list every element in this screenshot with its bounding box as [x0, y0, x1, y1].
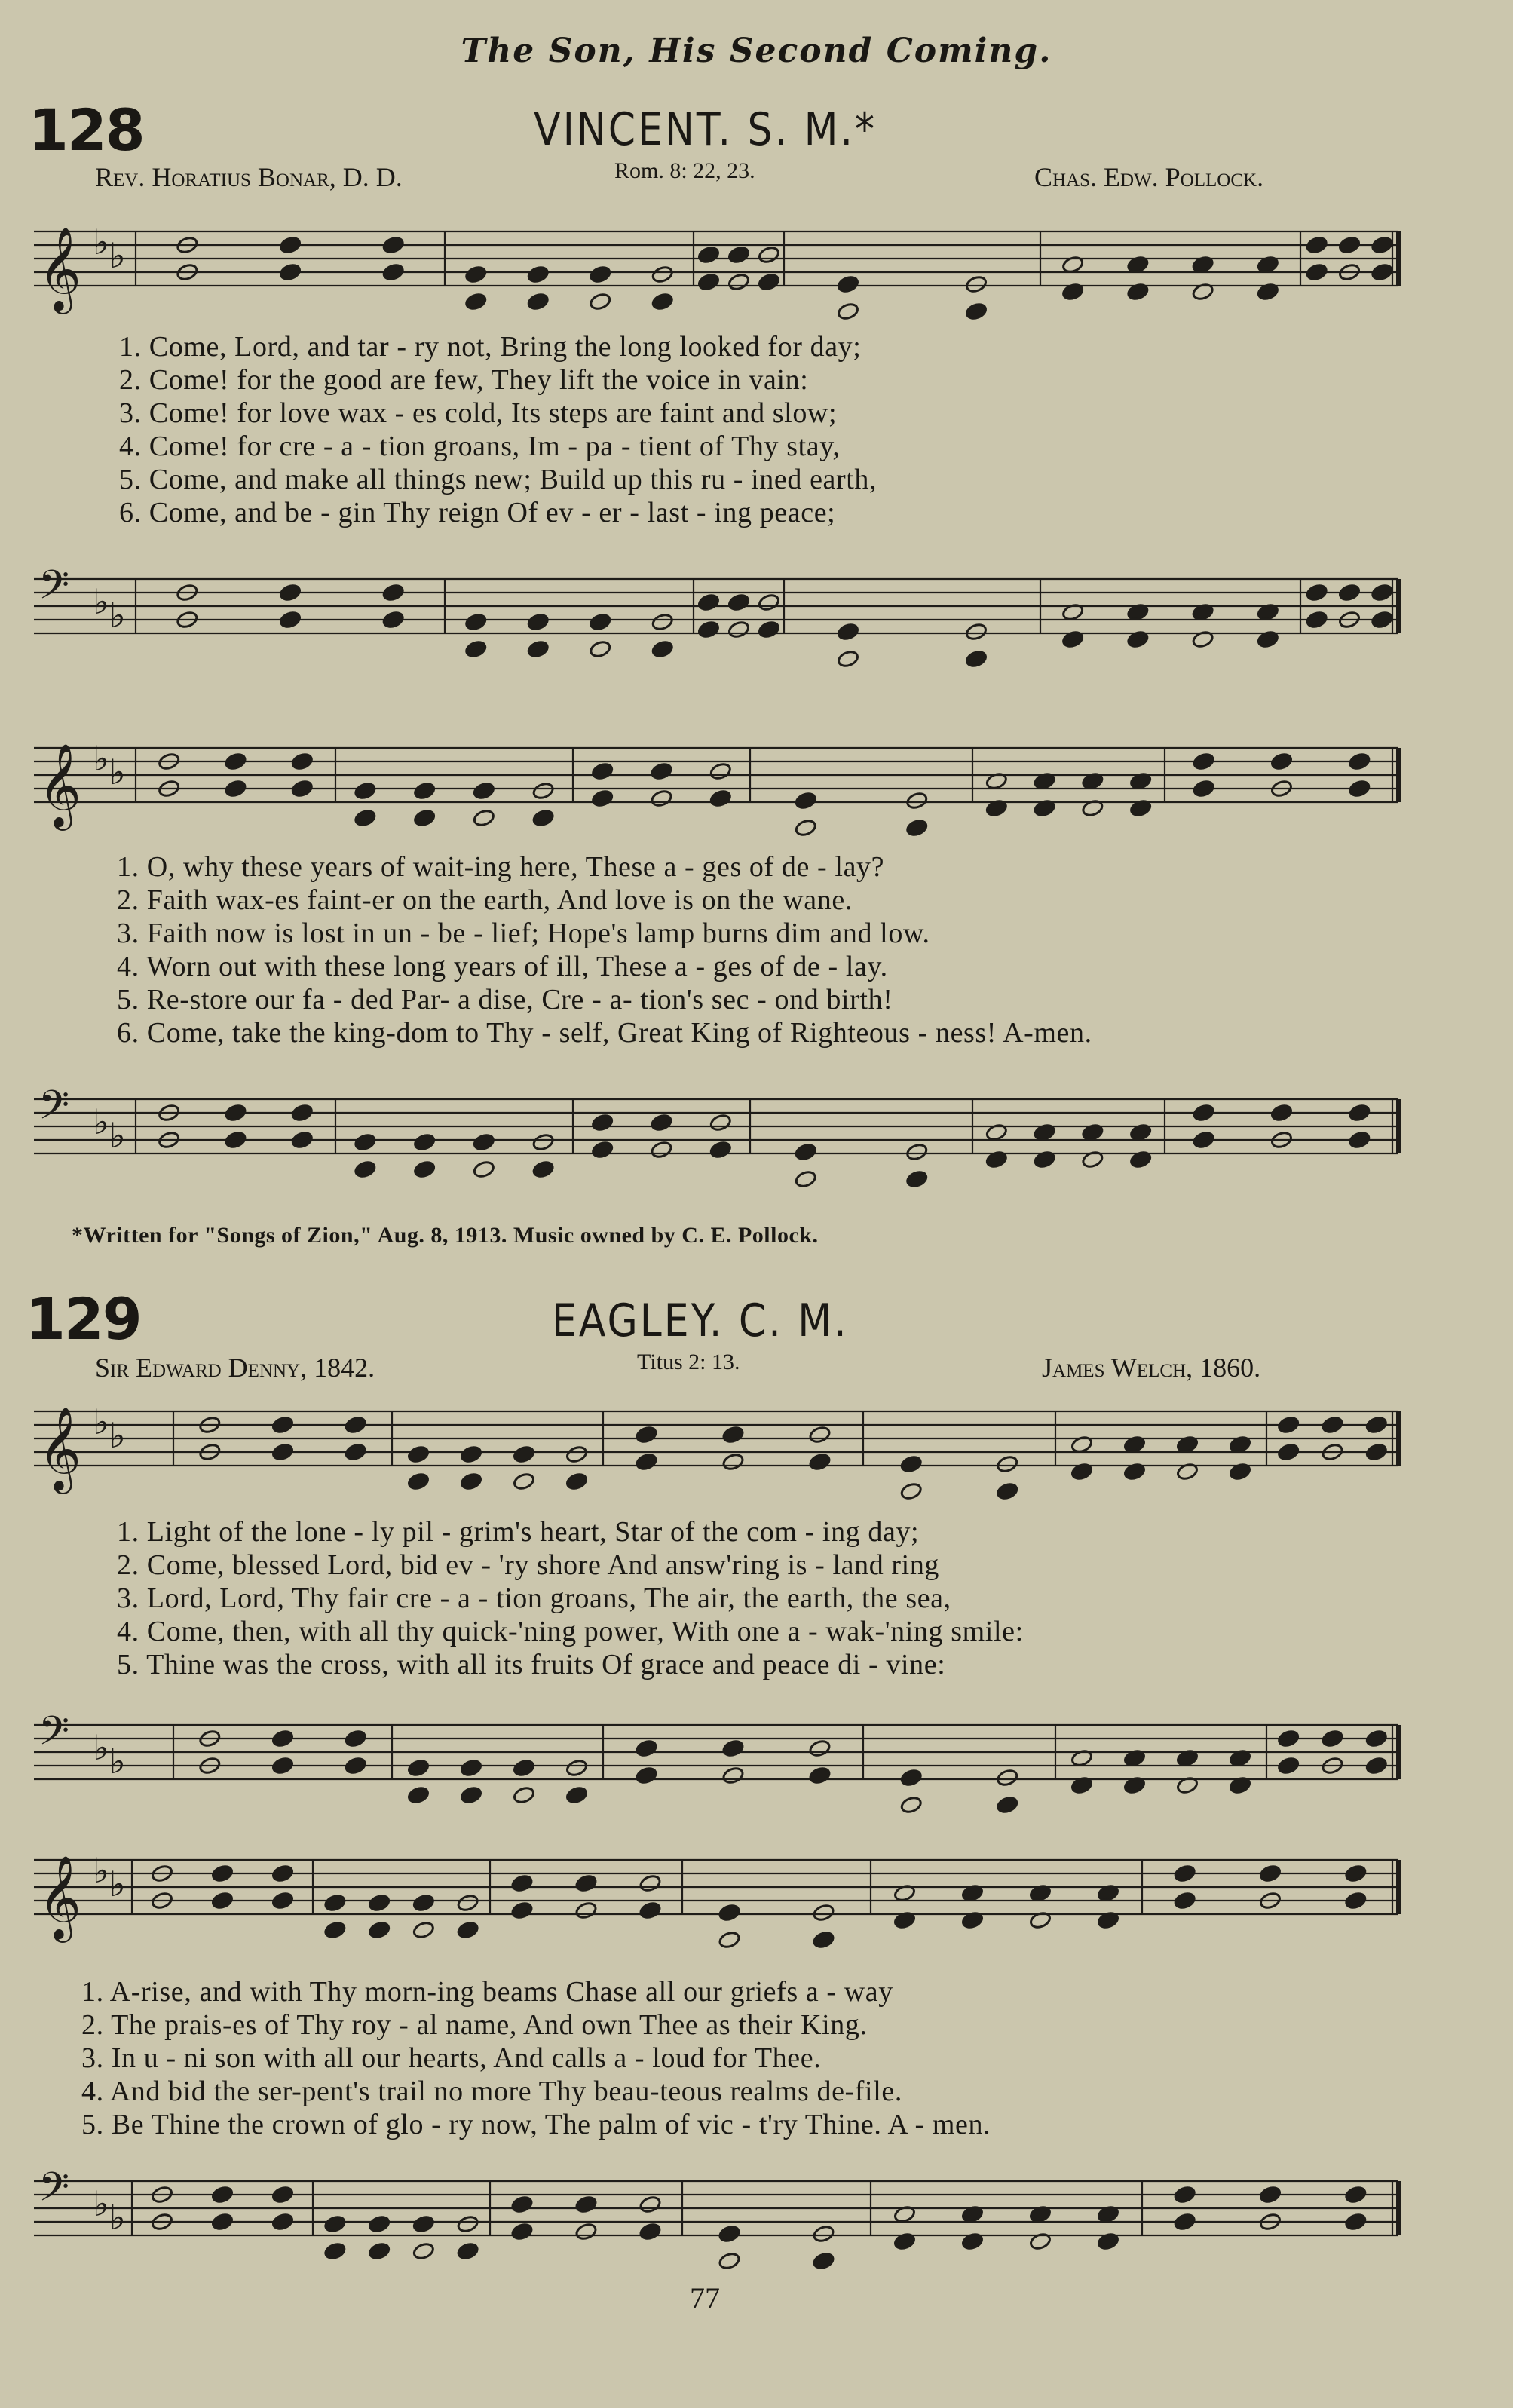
note-head [709, 761, 732, 781]
note-head [1371, 610, 1393, 630]
note-head [473, 781, 495, 801]
note-head [565, 1444, 588, 1464]
note-head [291, 779, 314, 798]
verse-line: 1. A-rise, and with Thy morn-ing beams Chase all our griefs a - way [81, 1976, 893, 2008]
note-head [513, 1758, 535, 1778]
note-head [709, 789, 732, 808]
note-head [1192, 1130, 1214, 1150]
note-head [650, 789, 672, 808]
note-head [635, 1452, 657, 1472]
note-head [709, 1113, 732, 1132]
hymn-number: 128 [29, 97, 144, 164]
verse-line: 2. Faith wax-es faint-er on the earth, And love is on the wane. [117, 884, 853, 916]
note-head [407, 1472, 430, 1491]
note-head [651, 612, 674, 632]
note-head [464, 265, 487, 284]
note-head [464, 639, 487, 659]
note-head [354, 808, 376, 828]
note-head [456, 1893, 479, 1913]
note-head [460, 1444, 482, 1464]
note-head [589, 265, 611, 284]
note-head [531, 781, 554, 801]
flat-icon: ♭ [93, 1850, 109, 1891]
verse-line: 6. Come, take the king-dom to Thy - self, Great King of Righteous - ness! A-men. [117, 1017, 1092, 1049]
note-head [412, 2241, 435, 2261]
note-head [574, 2195, 597, 2214]
bass-clef-icon: 𝄢 [38, 1708, 70, 1764]
page-number: 77 [690, 2281, 720, 2315]
verse-line: 3. In u - ni son with all our hearts, And calls a - loud for Thee. [81, 2042, 822, 2074]
note-head [565, 1785, 588, 1805]
note-head [1338, 583, 1361, 602]
note-head [721, 1739, 744, 1758]
flat-icon: ♭ [93, 1402, 109, 1442]
note-head [1277, 1442, 1300, 1462]
note-head [1192, 779, 1214, 798]
note-head [905, 818, 928, 838]
flat-icon: ♭ [93, 738, 109, 779]
note-head [1305, 610, 1328, 630]
note-head [1344, 2185, 1367, 2204]
author-credit: Sir Edward Denny, 1842. [95, 1353, 375, 1383]
note-head [758, 620, 780, 639]
note-head [271, 2212, 294, 2232]
note-head [1344, 1891, 1367, 1910]
note-head [456, 2241, 479, 2261]
note-head [527, 265, 550, 284]
note-head [1259, 1864, 1282, 1883]
note-head [460, 1758, 482, 1778]
note-head [513, 1444, 535, 1464]
note-head [456, 2214, 479, 2234]
composer-credit: James Welch, 1860. [1042, 1353, 1261, 1383]
verse-line: 5. Come, and make all things new; Build up this ru - ined earth, [119, 464, 877, 495]
note-head [473, 808, 495, 828]
scripture-reference: Titus 2: 13. [637, 1350, 740, 1374]
note-head [513, 1785, 535, 1805]
note-head [639, 2195, 661, 2214]
note-head [651, 639, 674, 659]
note-head [531, 1160, 554, 1179]
note-head [837, 274, 859, 294]
hymn-number: 129 [26, 1285, 141, 1353]
note-head [1270, 752, 1293, 771]
author-credit: Rev. Horatius Bonar, D. D. [95, 162, 403, 192]
note-head [721, 1452, 744, 1472]
staff-treble-129-2 [0, 1843, 1513, 1964]
note-head [795, 1142, 817, 1162]
note-head [224, 752, 247, 771]
note-head [1321, 1415, 1343, 1435]
flat-icon: ♭ [109, 1415, 126, 1456]
note-head [1348, 1103, 1371, 1123]
note-head [1173, 2212, 1196, 2232]
note-head [635, 1766, 657, 1785]
note-head [996, 1768, 1018, 1788]
note-head [808, 1739, 831, 1758]
treble-clef-icon: 𝄞 [38, 226, 81, 311]
note-head [727, 620, 750, 639]
flat-icon: ♭ [93, 222, 109, 262]
note-head [837, 649, 859, 669]
note-head [460, 1472, 482, 1491]
note-head [591, 1140, 614, 1160]
note-head [510, 2195, 533, 2214]
note-head [271, 1442, 294, 1462]
note-head [291, 1130, 314, 1150]
note-head [323, 2214, 346, 2234]
note-head [635, 1425, 657, 1444]
treble-clef-icon: 𝄞 [38, 1855, 81, 1939]
note-head [271, 1415, 294, 1435]
note-head [758, 593, 780, 612]
note-head [812, 1930, 835, 1950]
flat-icon: ♭ [109, 1864, 126, 1904]
note-head [965, 649, 988, 669]
flat-icon: ♭ [93, 2183, 109, 2224]
note-head [413, 1160, 436, 1179]
note-head [837, 302, 859, 321]
verse-line: 5. Be Thine the crown of glo - ry now, The palm of vic - t'ry Thine. A - men. [81, 2109, 991, 2140]
note-head [344, 1415, 366, 1435]
note-head [407, 1785, 430, 1805]
verse-line: 5. Re-store our fa - ded Par- a dise, Cre - a- tion's sec - ond birth! [117, 984, 893, 1016]
note-head [591, 1113, 614, 1132]
staff-treble-128-1 [0, 215, 1513, 335]
note-head [591, 761, 614, 781]
note-head [721, 1766, 744, 1785]
note-head [412, 2214, 435, 2234]
note-head [697, 620, 720, 639]
note-head [460, 1785, 482, 1805]
note-head [279, 583, 302, 602]
note-head [413, 808, 436, 828]
verse-line: 5. Thine was the cross, with all its fruits Of grace and peace di - vine: [117, 1649, 946, 1680]
note-head [271, 2185, 294, 2204]
note-head [413, 1132, 436, 1152]
flat-icon: ♭ [93, 1727, 109, 1768]
note-head [323, 1893, 346, 1913]
note-head [727, 593, 750, 612]
note-head [1259, 2185, 1282, 2204]
note-head [905, 1169, 928, 1189]
note-head [589, 612, 611, 632]
note-head [1277, 1729, 1300, 1748]
note-head [697, 593, 720, 612]
note-head [1192, 752, 1214, 771]
flat-icon: ♭ [93, 581, 109, 622]
note-head [344, 1729, 366, 1748]
treble-clef-icon: 𝄞 [38, 743, 81, 827]
note-head [291, 752, 314, 771]
note-head [211, 1891, 234, 1910]
note-head [456, 1920, 479, 1940]
note-head [795, 818, 817, 838]
note-head [279, 235, 302, 255]
flat-icon: ♭ [109, 1741, 126, 1781]
note-head [795, 791, 817, 810]
flat-icon: ♭ [109, 1115, 126, 1156]
note-head [224, 779, 247, 798]
note-head [1277, 1415, 1300, 1435]
staff-bass-129-2 [0, 2152, 1513, 2296]
verse-line: 4. Worn out with these long years of ill, These a - ges of de - lay. [117, 951, 888, 982]
note-head [368, 2214, 391, 2234]
note-head [900, 1481, 923, 1501]
note-head [381, 235, 404, 255]
note-head [1192, 1103, 1214, 1123]
note-head [381, 583, 404, 602]
note-head [531, 1132, 554, 1152]
note-head [473, 1160, 495, 1179]
note-head [1348, 752, 1371, 771]
note-head [1348, 779, 1371, 798]
note-head [808, 1766, 831, 1785]
note-head [812, 1903, 835, 1922]
note-head [510, 1901, 533, 1920]
note-head [413, 781, 436, 801]
note-head [1371, 583, 1393, 602]
note-head [996, 1795, 1018, 1815]
note-head [1277, 1756, 1300, 1775]
verse-line: 4. Come, then, with all thy quick-'ning power, With one a - wak-'ning smile: [117, 1616, 1024, 1647]
note-head [1173, 1864, 1196, 1883]
note-head [464, 612, 487, 632]
note-head [527, 639, 550, 659]
note-head [464, 292, 487, 311]
note-head [650, 1113, 672, 1132]
note-head [808, 1425, 831, 1444]
verse-line: 3. Lord, Lord, Thy fair cre - a - tion groans, The air, the earth, the sea, [117, 1582, 951, 1614]
note-head [1173, 1891, 1196, 1910]
note-head [900, 1768, 923, 1788]
note-head [271, 1891, 294, 1910]
note-head [1321, 1729, 1343, 1748]
section-title: The Son, His Second Coming. [461, 32, 1052, 70]
note-head [651, 292, 674, 311]
note-head [1344, 1864, 1367, 1883]
note-head [368, 2241, 391, 2261]
note-head [727, 245, 750, 265]
note-head [709, 1140, 732, 1160]
note-head [354, 1160, 376, 1179]
note-head [900, 1454, 923, 1474]
flat-icon: ♭ [109, 595, 126, 636]
note-head [381, 610, 404, 630]
verse-line: 2. Come! for the good are few, They lift the voice in vain: [119, 364, 809, 396]
note-head [1305, 235, 1328, 255]
verse-line: 2. The prais-es of Thy roy - al name, And own Thee as their King. [81, 2009, 868, 2041]
note-head [344, 1442, 366, 1462]
note-head [900, 1795, 923, 1815]
tune-title: VINCENT. S. M.* [534, 104, 877, 156]
note-head [1270, 1103, 1293, 1123]
note-head [718, 1930, 740, 1950]
verse-line: 6. Come, and be - gin Thy reign Of ev - er - last - ing peace; [119, 497, 836, 528]
note-head [224, 1103, 247, 1123]
note-head [758, 272, 780, 292]
note-head [1365, 1756, 1388, 1775]
note-head [354, 1132, 376, 1152]
note-head [965, 302, 988, 321]
note-head [412, 1920, 435, 1940]
note-head [1305, 583, 1328, 602]
staff-bass-128-2 [0, 1071, 1513, 1214]
note-head [650, 761, 672, 781]
staff-treble-128-2 [0, 731, 1513, 852]
verse-line: 4. And bid the ser-pent's trail no more Thy beau-teous realms de-file. [81, 2076, 902, 2107]
bass-clef-icon: 𝄢 [38, 1083, 70, 1138]
note-head [697, 272, 720, 292]
note-head [808, 1452, 831, 1472]
note-head [323, 2241, 346, 2261]
note-head [407, 1758, 430, 1778]
note-head [639, 1873, 661, 1893]
flat-icon: ♭ [109, 2197, 126, 2238]
note-head [473, 1132, 495, 1152]
note-head [271, 1756, 294, 1775]
verse-line: 4. Come! for cre - a - tion groans, Im - pa - tient of Thy stay, [119, 430, 841, 462]
staff-bass-129-1 [0, 1696, 1513, 1832]
note-head [381, 262, 404, 282]
verse-line: 3. Come! for love wax - es cold, Its steps are faint and slow; [119, 397, 838, 429]
note-head [651, 265, 674, 284]
note-head [697, 245, 720, 265]
note-head [905, 1142, 928, 1162]
note-head [1305, 262, 1328, 282]
note-head [965, 622, 988, 642]
note-head [513, 1472, 535, 1491]
note-head [368, 1893, 391, 1913]
note-head [721, 1425, 744, 1444]
note-head [344, 1756, 366, 1775]
note-head [718, 1903, 740, 1922]
note-head [271, 1864, 294, 1883]
bass-clef-icon: 𝄢 [38, 2164, 70, 2220]
bass-clef-icon: 𝄢 [38, 562, 70, 618]
note-head [574, 1873, 597, 1893]
note-head [271, 1729, 294, 1748]
note-head [407, 1444, 430, 1464]
note-head [510, 1873, 533, 1893]
note-head [727, 272, 750, 292]
note-head [279, 610, 302, 630]
note-head [1173, 2185, 1196, 2204]
note-head [812, 2251, 835, 2271]
flat-icon: ♭ [109, 752, 126, 792]
note-head [639, 1901, 661, 1920]
note-head [1348, 1130, 1371, 1150]
note-head [291, 1103, 314, 1123]
verse-line: 1. Come, Lord, and tar - ry not, Bring the long looked for day; [119, 331, 862, 363]
note-head [224, 1130, 247, 1150]
note-head [211, 1864, 234, 1883]
staff-bass-128-1 [0, 550, 1513, 686]
note-head [527, 612, 550, 632]
note-head [650, 1140, 672, 1160]
note-head [639, 2222, 661, 2241]
note-head [574, 1901, 597, 1920]
verse-line: 1. Light of the lone - ly pil - grim's heart, Star of the com - ing day; [117, 1516, 920, 1548]
note-head [758, 245, 780, 265]
note-head [1371, 235, 1393, 255]
staff-treble-129-1 [0, 1395, 1513, 1515]
note-head [1365, 1415, 1388, 1435]
note-head [591, 789, 614, 808]
note-head [837, 622, 859, 642]
note-head [279, 262, 302, 282]
note-head [368, 1920, 391, 1940]
note-head [718, 2251, 740, 2271]
note-head [574, 2222, 597, 2241]
note-head [211, 2185, 234, 2204]
note-head [354, 781, 376, 801]
note-head [531, 808, 554, 828]
verse-line: 3. Faith now is lost in un - be - lief; Hope's lamp burns dim and low. [117, 918, 930, 949]
note-head [1365, 1729, 1388, 1748]
note-head [211, 2212, 234, 2232]
note-head [589, 292, 611, 311]
note-head [565, 1758, 588, 1778]
note-head [635, 1739, 657, 1758]
note-head [510, 2222, 533, 2241]
scripture-reference: Rom. 8: 22, 23. [614, 158, 755, 183]
footnote: *Written for "Songs of Zion," Aug. 8, 1913. Music owned by C. E. Pollock. [72, 1223, 819, 1248]
treble-clef-icon: 𝄞 [38, 1406, 81, 1490]
note-head [905, 791, 928, 810]
note-head [795, 1169, 817, 1189]
note-head [1344, 2212, 1367, 2232]
note-head [812, 2224, 835, 2244]
note-head [412, 1893, 435, 1913]
verse-line: 2. Come, blessed Lord, bid ev - 'ry shore And answ'ring is - land ring [117, 1549, 940, 1581]
note-head [996, 1481, 1018, 1501]
note-head [589, 639, 611, 659]
flat-icon: ♭ [93, 1101, 109, 1142]
note-head [965, 274, 988, 294]
note-head [1338, 235, 1361, 255]
verse-line: 1. O, why these years of wait-ing here, These a - ges of de - lay? [117, 851, 885, 883]
composer-credit: Chas. Edw. Pollock. [1034, 162, 1264, 192]
note-head [996, 1454, 1018, 1474]
flat-icon: ♭ [109, 235, 126, 276]
note-head [718, 2224, 740, 2244]
tune-title: EAGLEY. C. M. [552, 1295, 849, 1347]
note-head [565, 1472, 588, 1491]
note-head [1365, 1442, 1388, 1462]
note-head [323, 1920, 346, 1940]
note-head [1371, 262, 1393, 282]
note-head [527, 292, 550, 311]
